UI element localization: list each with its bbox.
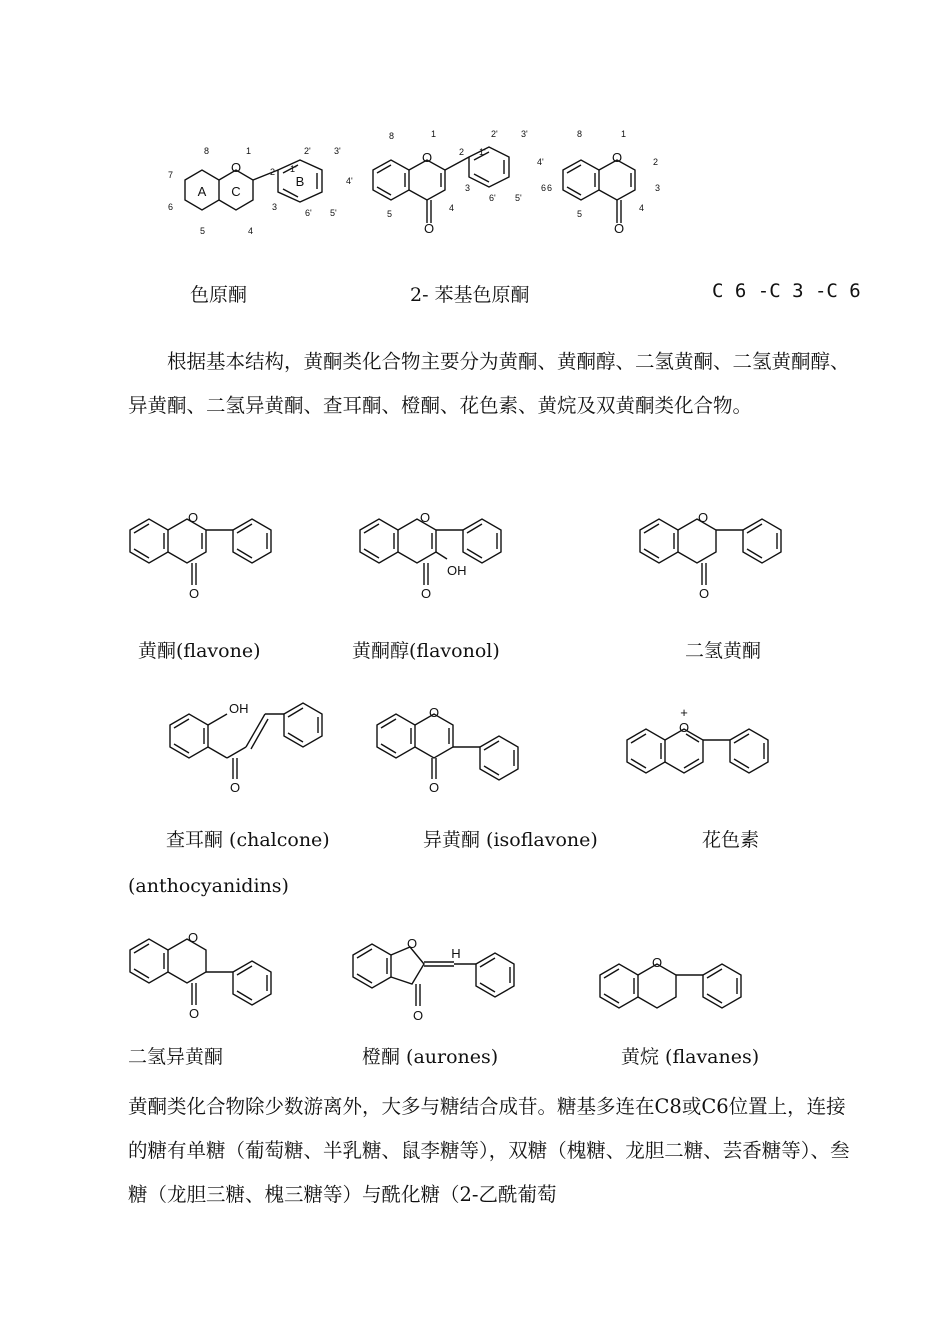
oxygen-atom: O	[613, 221, 625, 236]
caption-flavan: 黄烷 (flavanes)	[621, 1046, 760, 1068]
oxygen-atom: O	[187, 510, 199, 525]
position-number: 5'	[330, 208, 337, 218]
position-number: 5	[577, 209, 583, 219]
flavanone-structure	[635, 505, 805, 605]
position-number: 1	[431, 129, 437, 139]
position-number: 2'	[491, 129, 498, 139]
position-number: 5'	[515, 193, 522, 203]
position-number: 8	[389, 131, 395, 141]
position-number: 1'	[290, 164, 297, 174]
oxygen-atom: O	[188, 586, 200, 601]
caption-flavanone: 二氢黄酮	[685, 640, 762, 662]
caption-anthocyanidin-latin: (anthocyanidins)	[128, 875, 289, 897]
oxygen-atom: O	[420, 586, 432, 601]
hydroxyl-group: OH	[447, 563, 467, 578]
position-number: 5	[200, 226, 206, 236]
isoflavone-structure	[372, 695, 552, 795]
position-number: 4	[639, 203, 645, 213]
oxygen-atom: O	[698, 586, 710, 601]
position-number: 3	[655, 183, 661, 193]
oxygen-atom: O	[229, 780, 241, 795]
position-number: 4'	[537, 157, 544, 167]
position-number: 8	[204, 146, 210, 156]
position-number: 3	[272, 202, 278, 212]
caption-chalcone: 查耳酮 (chalcone)	[166, 829, 330, 851]
position-number: 2	[270, 167, 276, 177]
position-number: 1	[621, 129, 627, 139]
position-number: 2	[653, 157, 659, 167]
position-number: 3	[465, 183, 471, 193]
position-number: 6'	[489, 193, 496, 203]
position-number: 5	[387, 209, 393, 219]
position-number: 4'	[346, 176, 353, 186]
position-number: 1'	[479, 147, 486, 157]
caption-isoflavone: 异黄酮 (isoflavone)	[423, 829, 598, 851]
caption-2-phenylchromone: 2- 苯基色原酮	[410, 284, 530, 306]
oxygen-atom: O	[423, 221, 435, 236]
position-number: 8	[577, 129, 583, 139]
caption-flavonol: 黄酮醇(flavonol)	[352, 640, 500, 662]
flavonol-structure	[355, 505, 535, 605]
oxygen-atom: O	[187, 930, 199, 945]
position-number: 6	[547, 183, 553, 193]
position-number: 4	[449, 203, 455, 213]
chromone-core-structure	[547, 125, 685, 236]
caption-anthocyanidin: 花色素	[702, 829, 760, 851]
intro-paragraph	[128, 340, 863, 428]
position-number: 4	[248, 226, 254, 236]
oxygen-atom: O	[230, 160, 242, 175]
oxygen-atom: O	[428, 705, 440, 720]
closing-paragraph	[128, 1085, 863, 1217]
flavone-structure	[125, 505, 295, 605]
oxygen-atom: O	[611, 150, 623, 165]
intro-text: 根据基本结构，黄酮类化合物主要分为黄酮、黄酮醇、二氢黄酮、二氢黄酮醇、异黄酮、二氢异黄酮、查耳酮、橙酮、花色素、黄烷及双黄酮类化合物。	[128, 350, 850, 417]
oxygen-atom: O	[678, 720, 690, 735]
chalcone-structure	[165, 695, 345, 795]
caption-chromone: 色原酮	[190, 284, 248, 306]
position-number: 1	[246, 146, 252, 156]
position-number: 6	[168, 202, 174, 212]
isoflavanone-structure	[125, 925, 305, 1025]
oxygen-atom: O	[428, 780, 440, 795]
oxygen-atom: O	[419, 510, 431, 525]
oxygen-atom: O	[697, 510, 709, 525]
anthocyanidin-structure	[622, 705, 802, 800]
flavan-structure	[595, 945, 785, 1025]
position-number: 3'	[521, 129, 528, 139]
chromone-numbered-structure	[160, 140, 380, 240]
position-number: 6	[541, 183, 547, 193]
position-number: 3'	[334, 146, 341, 156]
caption-c6-c3-c6: C 6 -C 3 -C 6	[712, 280, 861, 302]
2-phenylchromone-numbered-structure	[365, 125, 565, 235]
oxygen-atom: O	[412, 1008, 424, 1023]
ring-b-label: B	[295, 174, 305, 189]
caption-isoflavanone: 二氢异黄酮	[128, 1046, 224, 1068]
ring-a-label: A	[197, 184, 207, 199]
aurone-structure	[348, 930, 548, 1025]
hydroxyl-group: OH	[229, 701, 249, 716]
oxygen-atom: O	[406, 936, 418, 951]
closing-text: 黄酮类化合物除少数游离外，大多与糖结合成苷。糖基多连在C8或C6位置上，连接的糖有单糖（葡萄糖、半乳糖、鼠李糖等），双糖（槐糖、龙胆二糖、芸香糖等）、叁糖（龙胆三糖、槐三糖等）与酰化糖（2-乙酰葡萄	[128, 1095, 850, 1206]
caption-flavone: 黄酮(flavone)	[138, 640, 261, 662]
oxygen-atom: O	[188, 1006, 200, 1021]
positive-charge: +	[680, 705, 688, 720]
oxygen-atom: O	[651, 955, 663, 970]
position-number: 6'	[305, 208, 312, 218]
oxygen-atom: O	[421, 150, 433, 165]
ring-c-label: C	[231, 184, 241, 199]
caption-aurone: 橙酮 (aurones)	[362, 1046, 499, 1068]
position-number: 2	[459, 147, 465, 157]
position-number: 7	[168, 170, 174, 180]
position-number: 2'	[304, 146, 311, 156]
hydrogen-atom: H	[451, 946, 461, 961]
